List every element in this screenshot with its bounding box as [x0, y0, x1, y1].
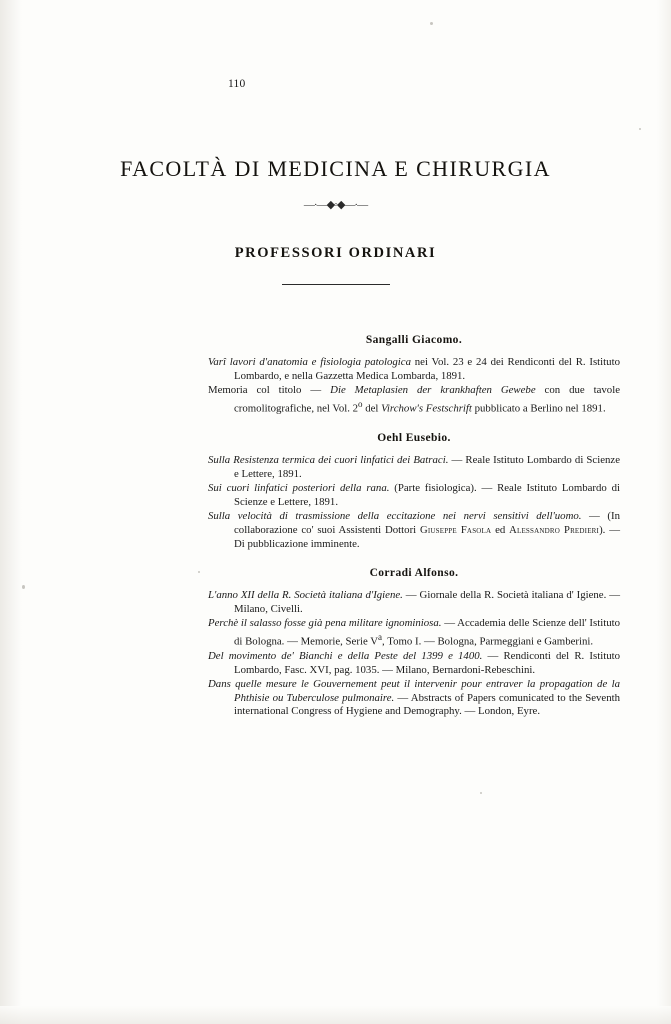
entry-text: — Giornale della R. Società italiana d' Igiene. — Milano, Civelli. [234, 589, 620, 615]
scan-speck [430, 22, 433, 25]
entry-text: Die Metaplasien der krankhaften Gewebe [330, 384, 536, 397]
entry-text: a [378, 631, 383, 642]
bibliography-entry [208, 482, 620, 509]
entry-text: Perchè il salasso fosse già pena militare ignominiosa. [208, 617, 442, 630]
entry-text: con due tavole cromolitografiche, nel Vol. 2 [234, 384, 620, 415]
entry-text: — Reale Istituto Lombardo di Scienze e Lettere, 1891. [234, 453, 621, 480]
horizontal-rule [282, 284, 390, 285]
scan-speck [480, 792, 482, 794]
entry-text: Sulla Resistenza termica dei cuori linfatici dei Batraci. [208, 453, 449, 466]
entry-text: , Tomo I. — Bologna, Parmeggiani e Gamberini. [382, 635, 594, 648]
bibliography-entry [208, 617, 620, 649]
bibliography-entry [208, 454, 620, 481]
bibliography-entry [208, 356, 620, 383]
entry-text: ed [491, 523, 510, 536]
page-number: 110 [228, 78, 246, 90]
entry-text: Memoria col titolo — [208, 384, 331, 397]
scan-speck [22, 585, 25, 589]
author-block [208, 334, 620, 416]
entry-text: Sulla velocità di trasmissione della eccitazione nei nervi sensitivi dell'uomo. [208, 510, 582, 523]
bibliography-entry [208, 384, 620, 416]
author-block [208, 567, 620, 719]
entry-text: del [362, 402, 382, 415]
bibliography-list [208, 318, 620, 721]
entry-text: pubblicato a Berlino nel 1891. [471, 402, 606, 415]
section-title: PROFESSORI ORDINARI [234, 245, 437, 261]
entry-text: ). — Di pubblicazione imminente. [234, 523, 620, 550]
author-block [208, 432, 620, 551]
scan-edge-bottom [0, 1006, 671, 1024]
entry-text: nei Vol. 23 e 24 dei Rendiconti del R. Istituto Lombardo, e nella Gazzetta Medica Lombarda, 1891. [234, 356, 620, 382]
entry-text: Sui cuori linfatici posteriori della rana. [208, 482, 390, 495]
ornament-divider-icon: —·—◆◦◆—·— [303, 199, 368, 211]
bibliography-entry [208, 589, 620, 616]
entry-text: (Parte fisiologica). — Reale Istituto Lombardo di Scienze e Lettere, 1891. [234, 482, 620, 508]
bibliography-entry [208, 678, 620, 719]
scan-speck [639, 128, 641, 130]
scan-edge-left [0, 0, 22, 1024]
entry-text: Varî lavori d'anatomia e fisiologia patologica [208, 356, 411, 368]
entry-text: — Abstracts of Papers comunicated to the Seventh international Congress of Hygiene and Demography. — London, Eyre. [234, 691, 621, 718]
entry-text: o [358, 398, 363, 409]
entry-text: — Rendiconti del R. Istituto Lombardo, Fasc. XVI, pag. 1035. — Milano, Bernardoni-Rebeschini. [234, 650, 621, 676]
scan-edge-right [657, 0, 671, 1024]
scan-speck [198, 571, 200, 573]
author-name: Oehl Eusebio. [377, 431, 451, 444]
entry-text: Giuseppe Fasola [420, 524, 492, 536]
entry-text: Alessandro Predieri [509, 524, 600, 536]
bibliography-entry [208, 650, 620, 677]
bibliography-entry [208, 510, 620, 551]
entry-text: — Accademia delle Scienze dell' Istituto di Bologna. — Memorie, Serie V [234, 617, 620, 648]
author-name: Corradi Alfonso. [369, 567, 459, 580]
entry-text: Del movimento de' Bianchi e della Peste del 1399 e 1400. [208, 650, 483, 663]
entry-text: — (In collaborazione co' suoi Assistenti Dottori [234, 510, 620, 536]
author-name: Sangalli Giacomo. [365, 334, 463, 346]
entry-text: Virchow's Festschrift [381, 402, 472, 415]
faculty-title: FACOLTÀ DI MEDICINA E CHIRURGIA [120, 156, 551, 181]
entry-text: L'anno XII della R. Società italiana d'Igiene. [208, 589, 403, 602]
entry-text: Dans quelle mesure le Gouvernement peut il intervenir pour entraver la propagation de la Phthisie ou Tuberculose pulmonaire. [208, 678, 620, 704]
